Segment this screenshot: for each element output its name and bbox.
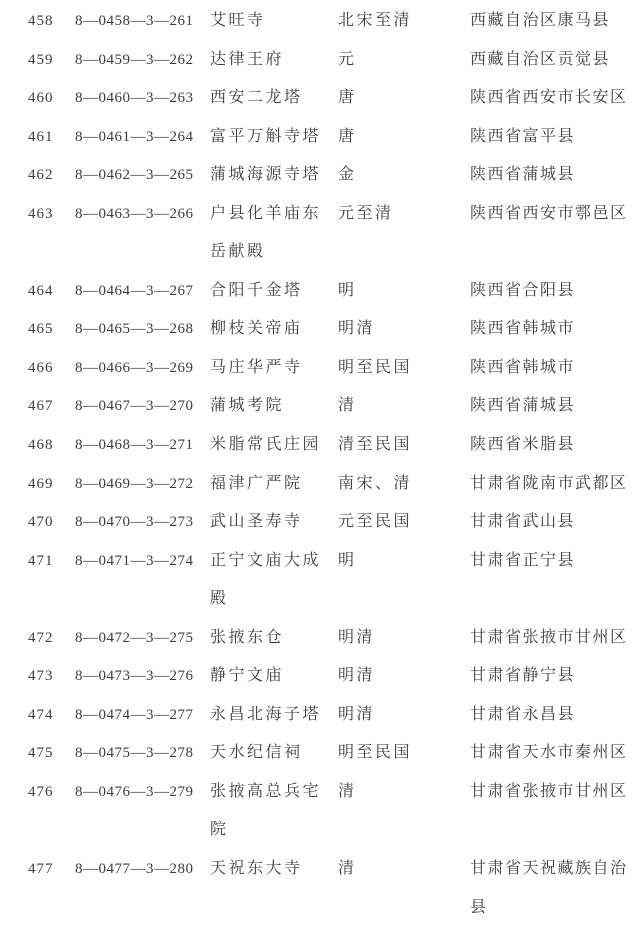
- site-code: 8—0470—3—273: [75, 514, 194, 531]
- site-era: 明清: [338, 667, 376, 685]
- site-code: 8—0474—3—277: [75, 706, 194, 723]
- site-code: 8—0472—3—275: [75, 629, 194, 646]
- site-name: 蒲城考院: [210, 397, 285, 415]
- site-location: 陕西省蒲城县: [470, 166, 576, 184]
- site-era: 南宋、清: [338, 474, 413, 492]
- site-era: 明: [338, 551, 357, 569]
- site-location: 西藏自治区康马县: [470, 12, 611, 29]
- site-location: 甘肃省张掖市甘州区: [470, 628, 628, 646]
- site-name: 张掖东仓: [210, 628, 285, 646]
- site-name: 柳枝关帝庙: [210, 320, 303, 338]
- row-number: 474: [28, 706, 54, 723]
- site-location: 甘肃省张掖市甘州区: [470, 782, 628, 800]
- row-number: 466: [28, 359, 54, 376]
- site-name: 静宁文庙: [210, 667, 285, 685]
- site-location: 甘肃省正宁县: [470, 551, 576, 569]
- row-number: 464: [28, 282, 54, 299]
- row-number: 465: [28, 321, 54, 338]
- table-row: [28, 503, 640, 542]
- row-number: 477: [28, 861, 54, 878]
- row-number: 460: [28, 90, 54, 107]
- site-location: 陕西省韩城市: [470, 358, 576, 376]
- site-name: 蒲城海源寺塔: [210, 166, 322, 184]
- site-era: 清: [338, 397, 357, 415]
- site-era: 唐: [338, 89, 357, 107]
- site-era: 明清: [338, 320, 376, 338]
- site-code: 8—0459—3—262: [75, 51, 194, 68]
- site-era: 明清: [338, 705, 376, 723]
- site-name: 武山圣寿寺: [210, 513, 303, 531]
- table-row: [28, 426, 640, 465]
- site-era: 明至民国: [338, 358, 413, 376]
- site-era: 清: [338, 782, 357, 800]
- site-code: 8—0473—3—276: [75, 668, 194, 685]
- site-name: 永昌北海子塔: [210, 705, 322, 723]
- site-code: 8—0465—3—268: [75, 321, 194, 338]
- site-location: 陕西省西安市鄠邑区: [470, 204, 628, 222]
- row-number: 470: [28, 514, 54, 531]
- site-era: 元: [338, 50, 357, 68]
- site-name: 福津广严院: [210, 474, 303, 492]
- site-era: 清至民国: [338, 436, 413, 454]
- table-row: [28, 387, 640, 426]
- table-row: [28, 465, 640, 504]
- site-location: 甘肃省武山县: [470, 513, 576, 531]
- site-name: 达律王府: [210, 50, 285, 68]
- table-row: [28, 41, 640, 80]
- site-name: 西安二龙塔: [210, 89, 303, 107]
- site-era: 元至民国: [338, 513, 413, 531]
- row-number: 467: [28, 398, 54, 415]
- site-name: 马庄华严寺: [210, 358, 303, 376]
- table-row: [28, 272, 640, 311]
- row-number: 468: [28, 437, 54, 454]
- site-code: 8—0471—3—274: [75, 552, 194, 569]
- table-row: [28, 696, 640, 735]
- site-name: 张掖高总兵宅院: [210, 782, 322, 839]
- site-name: 合阳千金塔: [210, 281, 303, 299]
- table-row: [28, 79, 640, 118]
- row-number: 458: [28, 13, 54, 29]
- site-code: 8—0458—3—261: [75, 13, 194, 29]
- heritage-table: [28, 2, 640, 927]
- site-name: 富平万斛寺塔: [210, 127, 322, 145]
- site-location: 甘肃省天祝藏族自治县: [470, 860, 628, 916]
- site-location: 甘肃省天水市秦州区: [470, 744, 628, 762]
- row-number: 475: [28, 745, 54, 762]
- site-location: 陕西省西安市长安区: [470, 89, 628, 107]
- site-name: 米脂常氏庄园: [210, 436, 322, 454]
- table-row: [28, 195, 640, 272]
- table-row: [28, 850, 640, 927]
- table-row: [28, 156, 640, 195]
- site-name: 户县化羊庙东岳献殿: [210, 204, 322, 261]
- row-number: 459: [28, 51, 54, 68]
- site-code: 8—0469—3—272: [75, 475, 194, 492]
- table-row: [28, 657, 640, 696]
- site-name: 艾旺寺: [210, 12, 266, 29]
- row-number: 469: [28, 475, 54, 492]
- row-number: 473: [28, 668, 54, 685]
- row-number: 472: [28, 629, 54, 646]
- site-era: 明: [338, 281, 357, 299]
- site-location: 陕西省韩城市: [470, 320, 576, 338]
- site-code: 8—0463—3—266: [75, 205, 194, 222]
- site-era: 唐: [338, 127, 357, 145]
- site-era: 金: [338, 166, 357, 184]
- row-number: 471: [28, 552, 54, 569]
- site-code: 8—0467—3—270: [75, 398, 194, 415]
- site-code: 8—0460—3—263: [75, 90, 194, 107]
- site-era: 明至民国: [338, 744, 413, 762]
- site-name: 正宁文庙大成殿: [210, 551, 322, 608]
- site-code: 8—0466—3—269: [75, 359, 194, 376]
- site-code: 8—0475—3—278: [75, 745, 194, 762]
- site-code: 8—0468—3—271: [75, 437, 194, 454]
- site-location: 西藏自治区贡觉县: [470, 50, 611, 68]
- site-era: 北宋至清: [338, 12, 413, 29]
- site-name: 天水纪信祠: [210, 744, 303, 762]
- site-location: 甘肃省陇南市武都区: [470, 474, 628, 492]
- site-era: 清: [338, 860, 357, 878]
- table-row: [28, 349, 640, 388]
- table-row: [28, 773, 640, 850]
- table-row: [28, 118, 640, 157]
- row-number: 462: [28, 167, 54, 184]
- site-location: 陕西省合阳县: [470, 281, 576, 299]
- table-row: [28, 310, 640, 349]
- site-code: 8—0477—3—280: [75, 861, 194, 878]
- site-era: 明清: [338, 628, 376, 646]
- site-code: 8—0464—3—267: [75, 282, 194, 299]
- site-name: 天祝东大寺: [210, 860, 303, 878]
- row-number: 476: [28, 783, 54, 800]
- site-location: 陕西省蒲城县: [470, 397, 576, 415]
- site-location: 甘肃省永昌县: [470, 705, 576, 723]
- site-location: 陕西省米脂县: [470, 436, 576, 454]
- site-era: 元至清: [338, 204, 394, 222]
- table-row: [28, 542, 640, 619]
- site-code: 8—0476—3—279: [75, 783, 194, 800]
- site-code: 8—0461—3—264: [75, 128, 194, 145]
- site-location: 甘肃省静宁县: [470, 667, 576, 685]
- table-row: [28, 2, 640, 41]
- site-location: 陕西省富平县: [470, 127, 576, 145]
- row-number: 461: [28, 128, 54, 145]
- table-row: [28, 619, 640, 658]
- table-row: [28, 734, 640, 773]
- row-number: 463: [28, 205, 54, 222]
- site-code: 8—0462—3—265: [75, 167, 194, 184]
